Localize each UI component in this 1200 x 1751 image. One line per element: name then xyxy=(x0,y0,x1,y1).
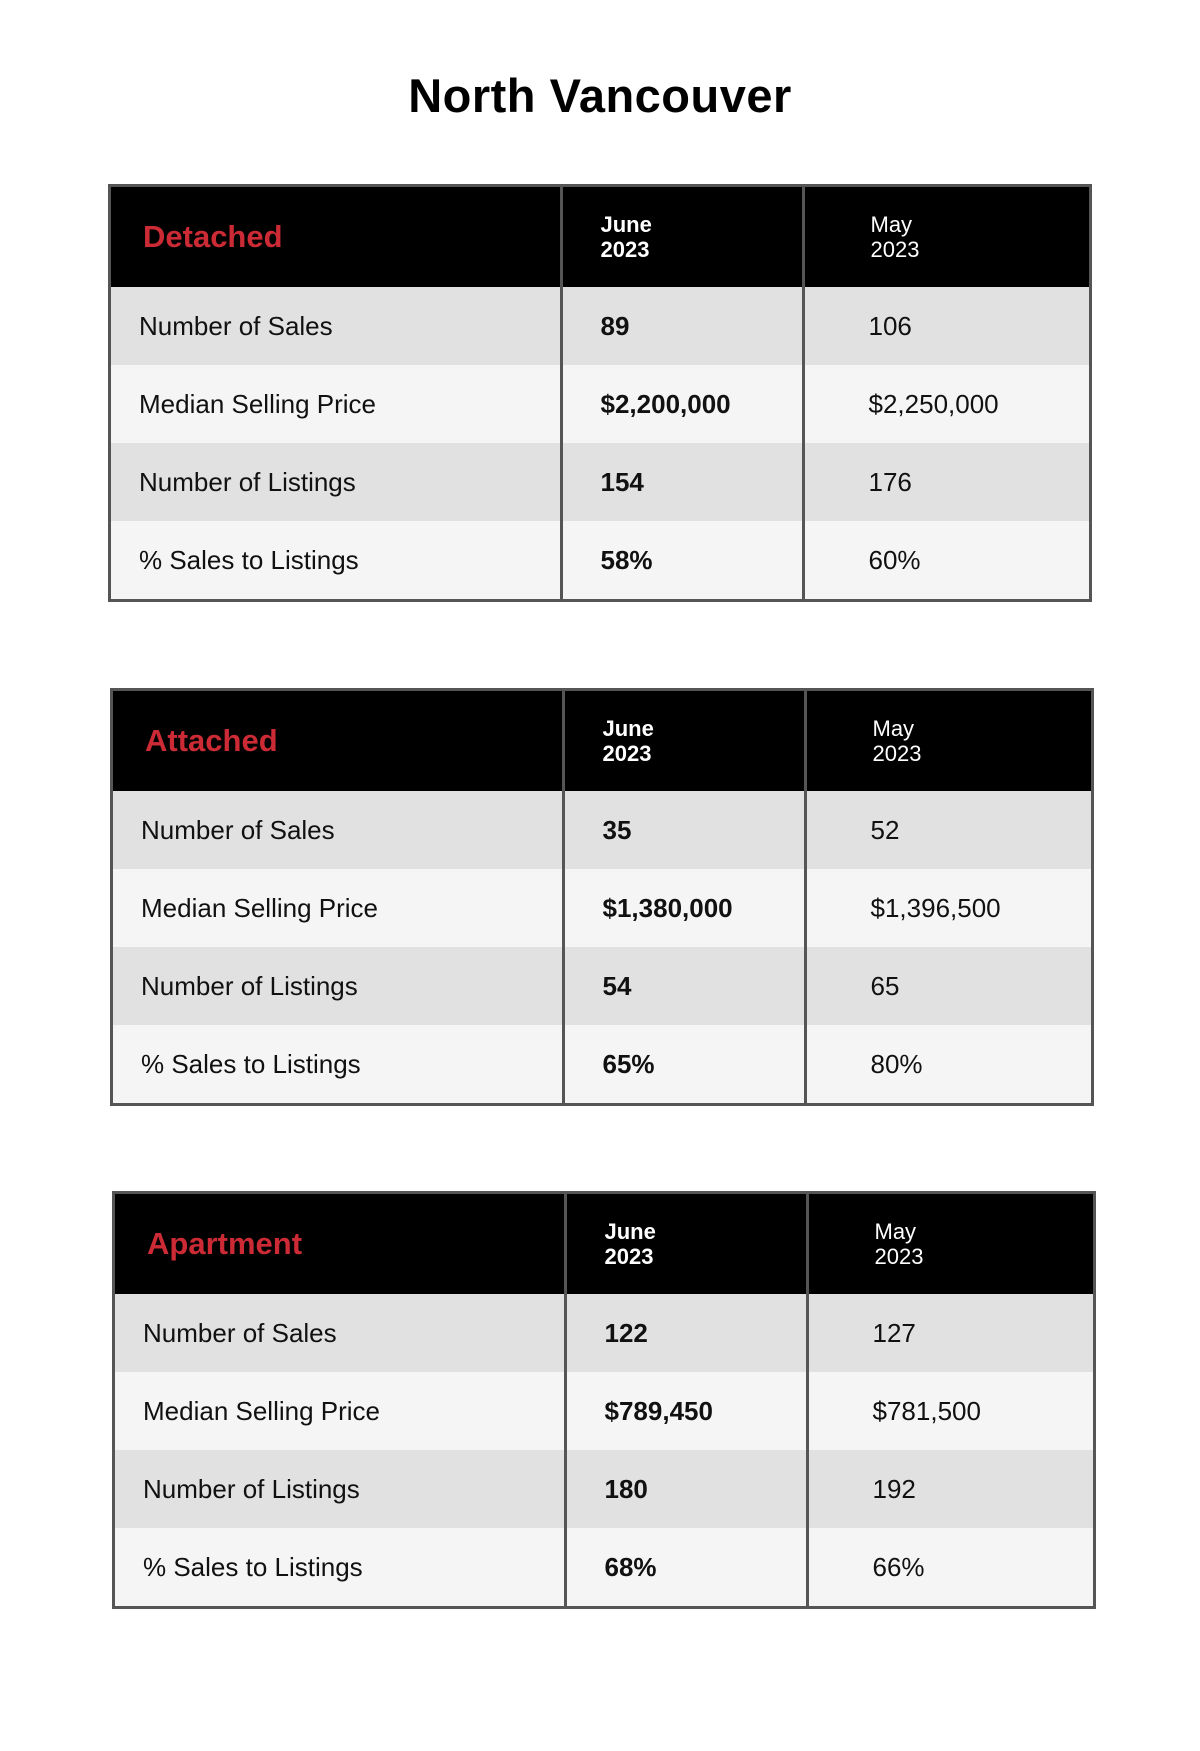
current-value: 68% xyxy=(565,1528,807,1606)
current-value: $2,200,000 xyxy=(561,365,803,443)
detached-stats-table xyxy=(108,184,1092,602)
current-year: 2023 xyxy=(600,237,650,262)
table-row xyxy=(115,1528,1093,1606)
current-value: 122 xyxy=(565,1294,807,1372)
previous-value: 192 xyxy=(807,1450,1093,1528)
table-row xyxy=(115,1450,1093,1528)
row-label: Median Selling Price xyxy=(113,869,563,947)
current-period-heading xyxy=(561,187,803,287)
row-label: % Sales to Listings xyxy=(111,521,561,599)
table-row xyxy=(111,365,1089,443)
category-heading: Apartment xyxy=(115,1194,565,1294)
apartment-stats-table xyxy=(112,1191,1096,1609)
current-period-heading xyxy=(565,1194,807,1294)
previous-month: May xyxy=(872,716,915,741)
page-title: North Vancouver xyxy=(408,69,792,122)
current-year: 2023 xyxy=(604,1244,654,1269)
table-row xyxy=(111,521,1089,599)
previous-year: 2023 xyxy=(874,1244,924,1269)
current-period-heading xyxy=(563,691,805,791)
previous-month: May xyxy=(874,1219,917,1244)
table-row xyxy=(113,791,1091,869)
current-value: 89 xyxy=(561,287,803,365)
row-label: Number of Listings xyxy=(115,1450,565,1528)
table-row xyxy=(113,947,1091,1025)
previous-value: 66% xyxy=(807,1528,1093,1606)
current-value: 180 xyxy=(565,1450,807,1528)
table-header-row xyxy=(115,1194,1093,1294)
previous-value: 60% xyxy=(803,521,1089,599)
row-label: Number of Listings xyxy=(111,443,561,521)
table-row xyxy=(113,869,1091,947)
previous-value: 80% xyxy=(805,1025,1091,1103)
row-label: % Sales to Listings xyxy=(115,1528,565,1606)
previous-period-heading xyxy=(807,1194,1093,1294)
table-row xyxy=(115,1372,1093,1450)
table-row xyxy=(111,443,1089,521)
row-label: % Sales to Listings xyxy=(113,1025,563,1103)
table-row xyxy=(115,1294,1093,1372)
current-value: 54 xyxy=(563,947,805,1025)
previous-value: 176 xyxy=(803,443,1089,521)
row-label: Median Selling Price xyxy=(111,365,561,443)
current-value: $789,450 xyxy=(565,1372,807,1450)
row-label: Number of Sales xyxy=(113,791,563,869)
previous-year: 2023 xyxy=(872,741,922,766)
row-label: Number of Listings xyxy=(113,947,563,1025)
current-month: June xyxy=(600,212,652,237)
previous-value: 127 xyxy=(807,1294,1093,1372)
previous-value: 52 xyxy=(805,791,1091,869)
current-month: June xyxy=(604,1219,656,1244)
table-header-row xyxy=(113,691,1091,791)
current-month: June xyxy=(602,716,654,741)
previous-year: 2023 xyxy=(870,237,920,262)
row-label: Number of Sales xyxy=(111,287,561,365)
table-header-row xyxy=(111,187,1089,287)
current-value: $1,380,000 xyxy=(563,869,805,947)
category-heading: Attached xyxy=(113,691,563,791)
current-year: 2023 xyxy=(602,741,652,766)
table-row xyxy=(111,287,1089,365)
current-value: 154 xyxy=(561,443,803,521)
row-label: Number of Sales xyxy=(115,1294,565,1372)
current-value: 65% xyxy=(563,1025,805,1103)
previous-period-heading xyxy=(803,187,1089,287)
attached-stats-table xyxy=(110,688,1094,1106)
row-label: Median Selling Price xyxy=(115,1372,565,1450)
previous-month: May xyxy=(870,212,913,237)
current-value: 58% xyxy=(561,521,803,599)
previous-value: $781,500 xyxy=(807,1372,1093,1450)
previous-value: $2,250,000 xyxy=(803,365,1089,443)
previous-value: $1,396,500 xyxy=(805,869,1091,947)
current-value: 35 xyxy=(563,791,805,869)
previous-period-heading xyxy=(805,691,1091,791)
category-heading: Detached xyxy=(111,187,561,287)
previous-value: 65 xyxy=(805,947,1091,1025)
table-row xyxy=(113,1025,1091,1103)
previous-value: 106 xyxy=(803,287,1089,365)
